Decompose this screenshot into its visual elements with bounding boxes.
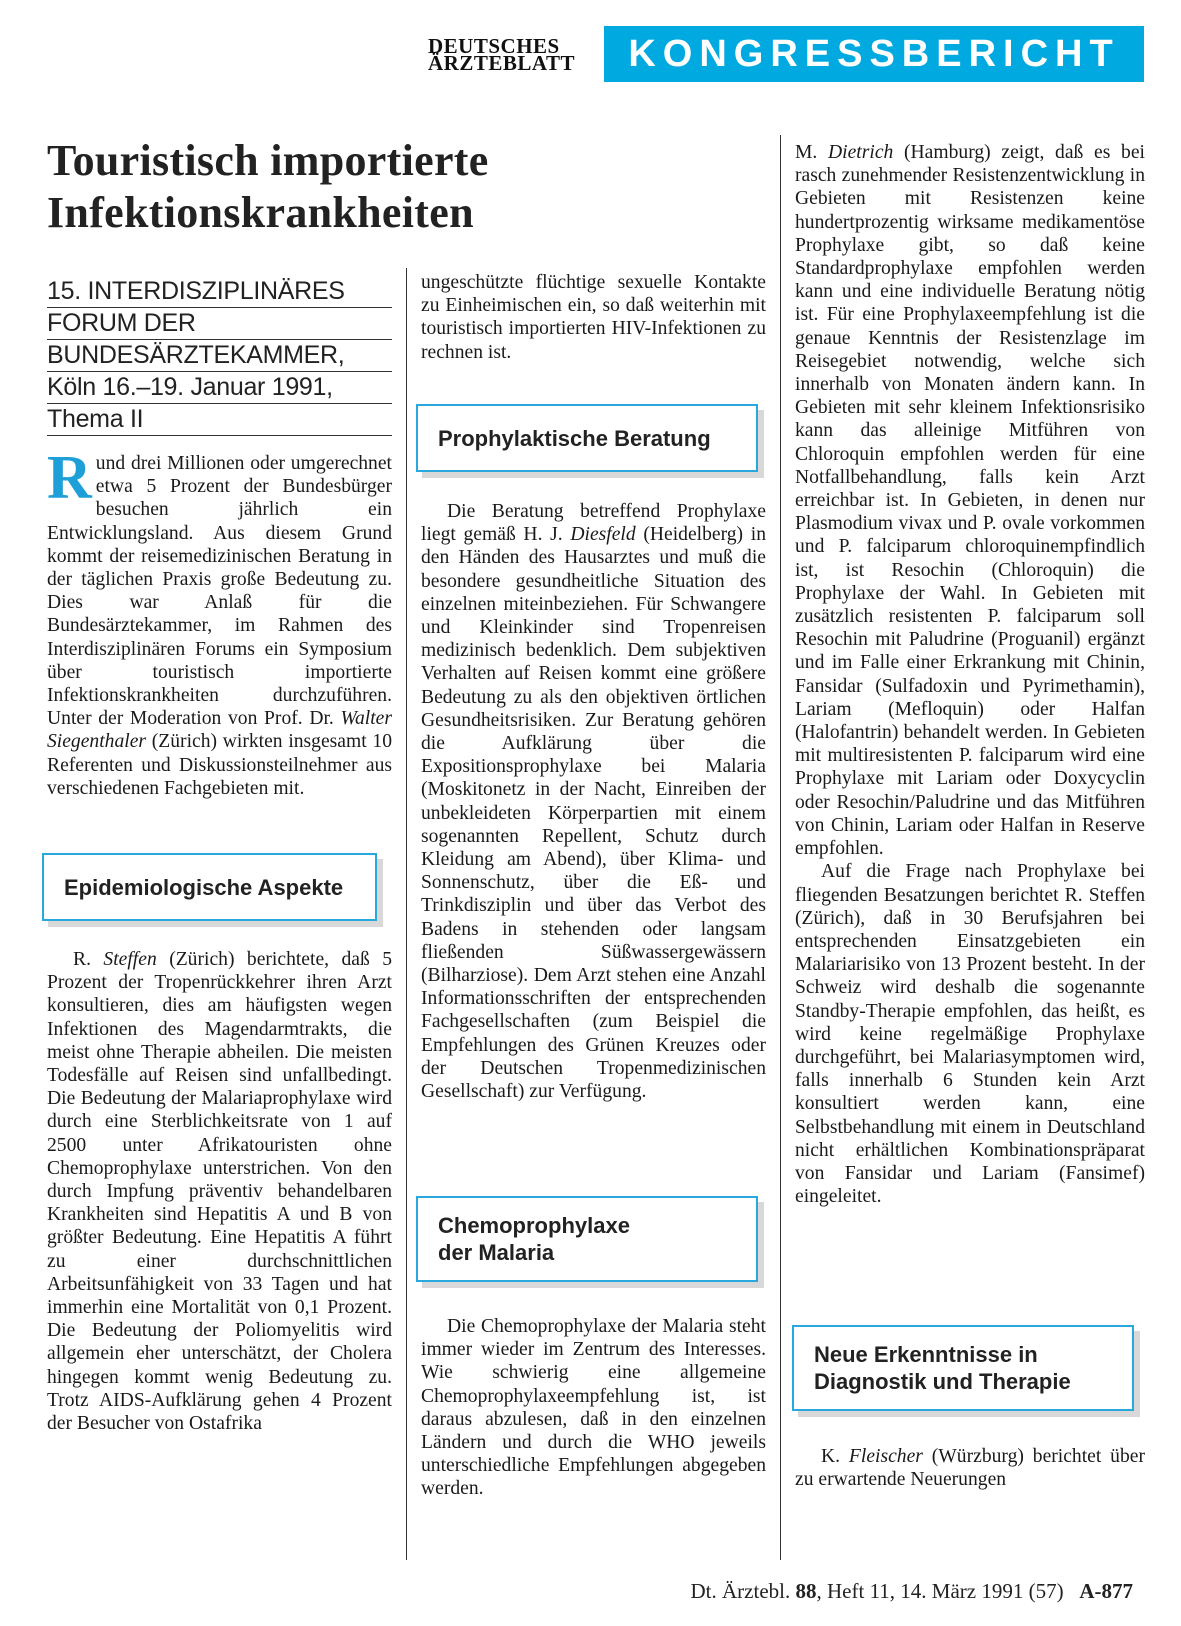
moderator-name: Walter Siegenthaler — [47, 708, 392, 753]
heading-chemo-line-2: der Malaria — [438, 1240, 555, 1265]
footer-volume: 88 — [795, 1579, 817, 1603]
heading-chemo-line-1: Chemoprophylaxe — [438, 1213, 630, 1238]
heading-neu-line-1: Neue Erkenntnisse in — [814, 1342, 1038, 1367]
kicker-line-5: Thema II — [47, 404, 392, 436]
speaker-fleischer: Fleischer — [848, 1446, 923, 1467]
col3-text-b: (Hamburg) zeigt, daß es bei rasch zunehmender Resistenzentwicklung in Gebieten mit Resistenzen keine hundertprozentig wirksame medikamentöse Prophylaxe gibt, so daß keine Standardprophylaxe empfohlen werden kann und eine individuelle Beratung nötig ist. Für eine Prophylaxeempfehlung ist die genaue Kenntnis der Resistenzlage im Reisegebiet notwendig, welche sich innerhalb von Monaten ändern kann. In Gebieten mit sehr kleinem Infektionsrisiko kann das alleinige Mitführen von Chloroquin empfohlen werden für eine Notfallbehandlung, falls kein Arzt erreichbar ist. In Gebieten, in denen nur Plasmodium vivax und P. ovale vorkommen und P. falciparum chloroquinempfindlich ist, ist Resochin (Chloroquin) die Prophylaxe der Wahl. In Gebieten mit zusätzlich resistenten P. falciparum soll Resochin mit Paludrine (Proguanil) ergänzt und im Falle einer Erkrankung mit Chinin, Fansidar (Sulfadoxin und Pyrimethamin), Lariam (Mefloquin) oder Halfan (Halofantrin) behandelt werden. In Gebieten mit multiresistenten P. falciparum wird eine Prophylaxe mit Lariam oder Doxycyclin oder Resochin/Paludrine und das Mitführen von Chinin, Lariam oder Halfan in Reserve empfohlen. — [795, 142, 1145, 860]
heading-chemoprophylaxe — [416, 1196, 758, 1282]
intro-text-2: (Zürich) wirkten insgesamt 10 Referenten und Diskussionsteilnehmer aus verschiedenen Fachgebieten mit. — [47, 731, 392, 799]
epi-paragraph — [47, 948, 392, 1435]
intro-text: und drei Millionen oder umgerechnet etwa 5 Prozent der Bundesbürger besuchen jährlich ein Entwicklungsland. Aus diesem Grund kommt der reisemedizinischen Beratung in der täglichen Praxis große Bedeutung zu. Dies war Anlaß für die Bundesärztekammer, im Rahmen des Interdisziplinären Forums ein Symposium über touristisch importierte Infektionskrankheiten durchzuführen. Unter der Moderation von Prof. Dr. — [47, 453, 392, 730]
footer-page-number: A-877 — [1079, 1579, 1133, 1603]
event-kicker — [47, 276, 392, 436]
col3-paragraph-2: Auf die Frage nach Prophylaxe bei fliegenden Besatzungen berichtet R. Steffen (Zürich), daß in 30 Berufsjahren bei entsprechenden Einsatzgebieten ein Malariarisiko von 13 Prozent besteht. In der Schweiz wird deshalb die sogenannte Standby-Therapie empfohlen, das heißt, es wird keine regelmäßige Prophylaxe durchgeführt, bei Malariasymptomen wird, falls innerhalb 6 Stunden kein Arzt konsultiert werden kann, eine Selbstbehandlung mit einem in Deutschland nicht erhältlichen Kombinationspräparat von Fansidar und Lariam (Fansimef) eingeleitet. — [795, 861, 1145, 1208]
col2-top-paragraph — [421, 271, 766, 364]
col3-top-paragraph — [795, 141, 1145, 1208]
heading-neu-line-2: Diagnostik und Therapie — [814, 1369, 1071, 1394]
neu-paragraph — [795, 1445, 1145, 1491]
neu-text-b: (Würzburg) berichtet über zu erwartende Neuerungen — [795, 1446, 1145, 1491]
intro-paragraph — [47, 444, 392, 800]
prophylaxe-paragraph — [421, 500, 766, 1103]
footer-journal: Dt. Ärztebl. — [690, 1579, 796, 1603]
chemo-paragraph — [421, 1315, 766, 1501]
heading-prophylaxe-text: Prophylaktische Beratung — [438, 425, 711, 451]
column-rule-1 — [406, 268, 407, 1560]
kicker-line-4: Köln 16.–19. Januar 1991, — [47, 372, 392, 404]
kicker-line-1: 15. INTERDISZIPLINÄRES — [47, 276, 392, 308]
article-title — [47, 135, 687, 239]
heading-epidemiologie-text: Epidemiologische Aspekte — [64, 874, 344, 900]
title-line-1: Touristisch importierte — [47, 136, 489, 185]
masthead-line1: DEUTSCHES — [428, 34, 560, 58]
page-footer — [691, 1578, 1133, 1604]
prophylaxe-text-a: Die Beratung betreffend Prophylaxe liegt gemäß H. J. — [421, 501, 766, 546]
masthead-line2: ÄRZTEBLATT — [428, 51, 575, 75]
section-banner: KONGRESSBERICHT — [604, 26, 1144, 82]
drop-cap: R — [47, 444, 92, 512]
col3-text-a: M. — [795, 142, 829, 163]
chemo-text: Die Chemoprophylaxe der Malaria steht immer wieder im Zentrum des Interesses. Wie schwierig eine allgemeine Chemoprophylaxeempfehlung ist, ist daraus abzulesen, daß in den einzelnen Ländern und durch die WHO jeweils unterschiedliche Empfehlungen abgegeben werden. — [421, 1316, 766, 1500]
heading-epidemiologie — [42, 853, 377, 921]
heading-neue-erkenntnisse — [792, 1325, 1134, 1411]
masthead-logo — [428, 34, 588, 75]
epi-text-b: (Zürich) berichtete, daß 5 Prozent der Tropenrückkehrer ihren Arzt konsultieren, dies am häufigsten wegen Infektionen des Magendarmtrakts, die meist ohne Therapie abheilen. Die meisten Todesfälle auf Reisen sind unfallbedingt. Die Bedeutung der Malariaprophylaxe wird durch eine Sterblichkeitsrate von 1 auf 2500 unter Afrikatouristen ohne Chemoprophylaxe unterstrichen. Von den durch Impfung präventiv behandelbaren Krankheiten sind Hepatitis A und B von größter Bedeutung. Eine Hepatitis A führt zu einer durchschnittlichen Arbeitsunfähigkeit von 33 Tagen und hat immerhin eine Mortalität von 0,1 Prozent. Die Bedeutung der Poliomyelitis wird allgemein eher unterschätzt, der Cholera hingegen kommt wenig Bedeutung zu. Trotz AIDS-Aufklärung gehen 4 Prozent der Besucher von Ostafrika — [47, 949, 393, 1435]
speaker-diesfeld: Diesfeld — [570, 524, 636, 546]
heading-prophylaxe — [416, 404, 758, 472]
prophylaxe-text-b: (Heidelberg) in den Händen des Hausarztes und muß die besondere gesundheitliche Situation des einzelnen miteinbeziehen. Für Schwangere und Kleinkinder sind Tropenreisen medizinisch bedenklich. Dem subjektiven Verhalten auf Reisen kommt eine größere Bedeutung zu als den objektiven örtlichen Gesundheitsrisiken. Zur Beratung gehören die Aufklärung über die Expositionsprophylaxe bei Malaria (Moskitonetz in der Nacht, Einreiben der unbekleideten Körperpartien mit einem sogenannten Repellent, Schutz durch Kleidung am Abend), über Klima- und Sonnenschutz, über die Eß- und Trinkdisziplin und über das Verbot des Badens in stehenden oder langsam fließenden Süßwassergewässern (Bilharziose). Dem Arzt stehen eine Anzahl Informationsschriften der entsprechenden Fachgesellschaften (zum Beispiel die Empfehlungen des Grünen Kreuzes oder der Deutschen Tropenmedizinischen Gesellschaft) zur Verfügung. — [421, 524, 767, 1103]
footer-issue: , Heft 11, 14. März 1991 (57) — [816, 1579, 1064, 1603]
neu-text-a: K. — [821, 1446, 849, 1467]
kicker-line-2: FORUM DER — [47, 308, 392, 340]
column-rule-2 — [780, 135, 781, 1560]
title-line-2: Infektionskrankheiten — [47, 188, 474, 237]
epi-text-a: R. — [73, 949, 104, 970]
kicker-line-3: BUNDESÄRZTEKAMMER, — [47, 340, 392, 372]
col2-top-text: ungeschützte flüchtige sexuelle Kontakte zu Einheimischen ein, so daß weiterhin mit touristisch importierten HIV-Infektionen zu rechnen ist. — [421, 272, 766, 363]
speaker-steffen: Steffen — [103, 949, 157, 970]
speaker-dietrich: Dietrich — [828, 142, 894, 163]
